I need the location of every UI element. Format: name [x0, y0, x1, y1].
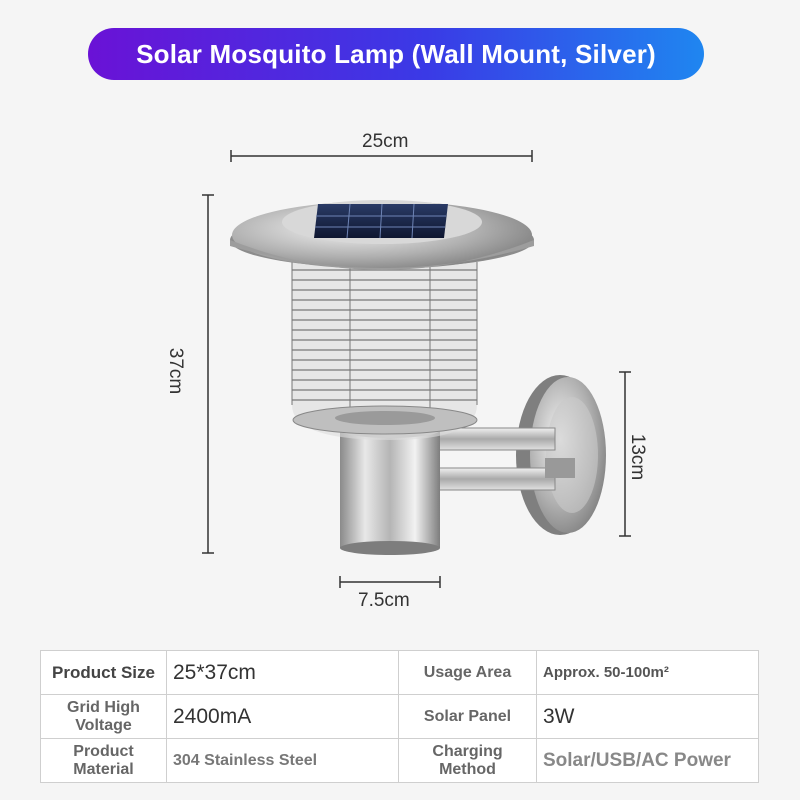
spec-table [40, 650, 759, 783]
usage-area-label: Usage Area [399, 651, 537, 695]
charging-method-value: Solar/USB/AC Power [537, 739, 759, 783]
table-row [41, 739, 759, 783]
charging-method-label: Charging Method [399, 739, 537, 783]
material-value: 304 Stainless Steel [167, 739, 399, 783]
grid-voltage-label: Grid High Voltage [41, 695, 167, 739]
wall-mount-plate [516, 375, 606, 535]
solar-panel-label: Solar Panel [399, 695, 537, 739]
base-cylinder [340, 422, 440, 555]
mesh-cage [292, 262, 477, 440]
solar-panel [314, 204, 448, 238]
usage-area-value: Approx. 50-100m² [537, 651, 759, 695]
product-size-label: Product Size [41, 651, 167, 695]
grid-voltage-value: 2400mA [167, 695, 399, 739]
material-label: Product Material [41, 739, 167, 783]
base-dimension-line [340, 576, 440, 588]
base-dimension-label: 7.5cm [358, 590, 410, 611]
product-size-value: 25*37cm [167, 651, 399, 695]
height-dimension-line [202, 195, 214, 553]
bracket-arms [430, 428, 575, 490]
height-dimension-label: 37cm [165, 347, 187, 395]
product-title: Solar Mosquito Lamp (Wall Mount, Silver) [88, 28, 704, 80]
table-row [41, 695, 759, 739]
solar-panel-value: 3W [537, 695, 759, 739]
table-row [41, 651, 759, 695]
bracket-dimension-label: 13cm [627, 433, 649, 481]
width-dimension-label: 25cm [362, 131, 409, 152]
